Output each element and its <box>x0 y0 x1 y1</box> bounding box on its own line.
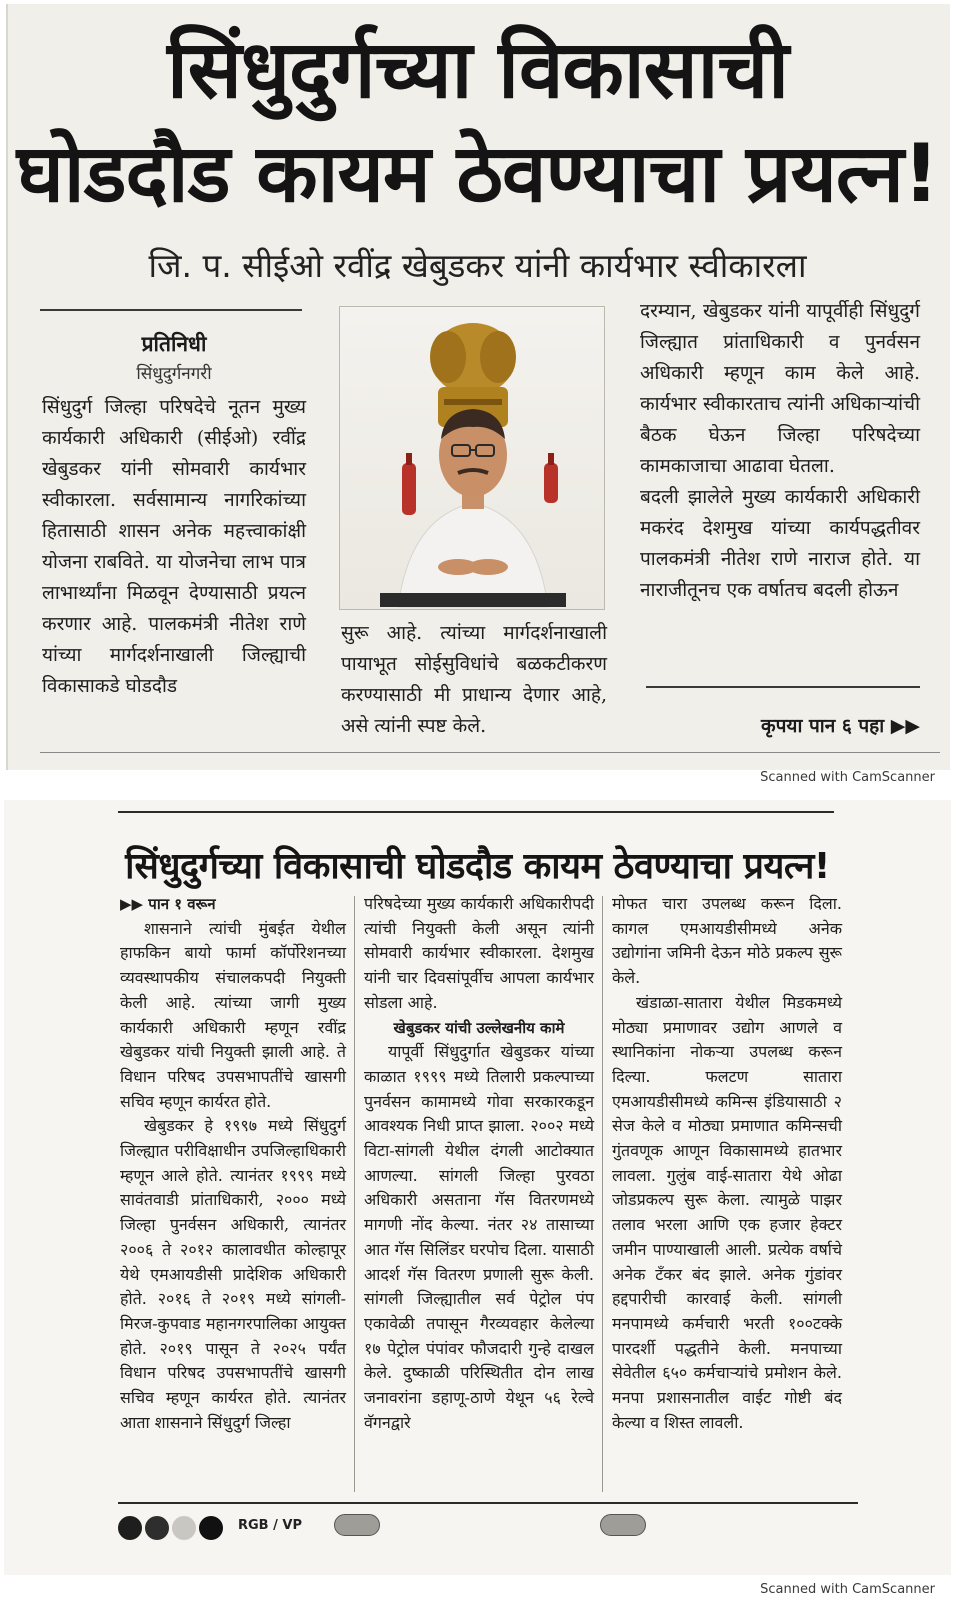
subheadline: जि. प. सीईओ रवींद्र खेबुडकर यांनी कार्यभार स्वीकारला <box>148 246 807 285</box>
continued-column-1-para-1: शासनाने त्यांची मुंबईत येथील हाफकिन बायो फार्मा कॉर्पोरेशनच्या व्यवस्थापकीय संचालकपदी नियुक्ती केली आहे. त्यांच्या जागी मुख्य कार्यकारी अधिकारी म्हणून रवींद्र खेबुडकर यांची नियुक्ती झाली आहे. ते विधान परिषद उपसभापतींचे खासगी सचिव म्हणून कार्यरत होते. <box>120 918 346 1111</box>
footer-rule <box>118 1502 858 1504</box>
grey-dot-icon <box>172 1516 196 1540</box>
clipping-bottom-rule <box>40 752 940 753</box>
black-dot-icon <box>118 1516 142 1540</box>
scanner-watermark-bottom: Scanned with CamScanner <box>760 1582 935 1597</box>
continued-column-2-para-1: परिषदेच्या मुख्य कार्यकारी अधिकारीपदी त्यांची नियुक्ती केली असून त्यांनी सोमवारी कार्यभार स्वीकारला. देशमुख यांनी चार दिवसांपूर्वीच आपला कार्यभार सोडला आहे. <box>364 894 594 1012</box>
byline-rule <box>40 309 302 311</box>
continued-column-3 <box>612 892 842 1435</box>
headline-line-2: घोडदौड कायम ठेवण्याचा प्रयत्न! <box>16 127 939 220</box>
headline-line-1: सिंधुदुर्गच्या विकासाची <box>167 23 788 116</box>
byline-place: सिंधुदुर्गनगरी <box>136 364 212 384</box>
byline-name: प्रतिनिधी <box>141 332 207 356</box>
article-column-3 <box>640 296 920 606</box>
continued-column-3-para-1: मोफत चारा उपलब्ध करून दिला. कागल एमआयडीसीमध्ये अनेक उद्योगांना जमिनी देऊन मोठे प्रकल्प सुरू केले. <box>612 894 842 988</box>
registration-mark-icon <box>600 1514 646 1536</box>
person-figure <box>398 409 548 607</box>
continued-column-1 <box>120 892 346 1435</box>
notable-works-subheading: खेबुडकर यांची उल्लेखनीय कामे <box>393 1018 565 1037</box>
dark-dot-icon <box>145 1516 169 1540</box>
black-dot-icon <box>199 1516 223 1540</box>
continued-column-2-para-2: यापूर्वी सिंधुदुर्गात खेबुडकर यांच्या काळात १९९९ मध्ये तिलारी प्रकल्पाच्या पुनर्वसन कामामध्ये गोवा सरकारकडून आवश्यक निधी प्राप्त झाला. २००२ मध्ये विटा-सांगली येथील दंगली आटोक्यात आणल्या. सांगली जिल्हा पुरवठा अधिकारी असताना गॅस वितरणमध्ये मागणी नोंद केल्या. नंतर २४ तासाच्या आत गॅस सिलिंडर घरपोच दिला. यासाठी आदर्श गॅस वितरण प्रणाली सुरू केली. सांगली जिल्ह्यातील सर्व पेट्रोल पंप एकावेळी तपासून गैरव्यवहार केलेल्या १७ पेट्रोल पंपांवर फौजदारी गुन्हे दाखल केले. दुष्काळी परिस्थितीत दोन लाख जनावरांना डहाणू-ठाणे येथून ५६ रेल्वे वॅगनद्वारे <box>364 1042 594 1432</box>
column-separator-2 <box>602 896 603 1492</box>
continued-column-2 <box>364 892 594 1435</box>
top-border-rule <box>118 811 834 813</box>
article-column-2-text: सुरू आहे. त्यांच्या मार्गदर्शनाखाली पायाभूत सोईसुविधांचे बळकटीकरण करण्यासाठी मी प्राधान्य देणार आहे, असे त्यांनी स्पष्ट केले. <box>341 622 607 737</box>
portrait-image <box>340 307 605 610</box>
article-column-1-text: सिंधुदुर्ग जिल्हा परिषदेचे नूतन मुख्य कार्यकारी अधिकारी (सीईओ) रवींद्र खेबुडकर यांनी सोमवारी कार्यभार स्वीकारला. सर्वसामान्य नागरिकांच्या हितासाठी शासन अनेक महत्त्वाकांक्षी योजना राबविते. या योजनेचा लाभ पात्र लाभार्थ्यांना मिळवून देण्यासाठी प्रयत्न करणार आहे. पालकमंत्री नीतेश राणे यांच्या मार्गदर्शनाखाली जिल्ह्याची विकासाकडे घोडदौड <box>42 396 306 697</box>
article-column-1 <box>42 392 306 702</box>
article-column-2 <box>341 618 607 742</box>
continue-on-page-label: कृपया पान ६ पहा ▶▶ <box>761 715 920 737</box>
color-registration-dots <box>118 1515 223 1541</box>
print-tag: RGB / VP <box>238 1518 302 1533</box>
article-column-3-para-1: दरम्यान, खेबुडकर यांनी यापूर्वीही सिंधुदुर्ग जिल्ह्यात प्रांताधिकारी व पुनर्वसन अधिकारी म्हणून काम केले आहे. कार्यभार स्वीकारताच त्यांनी अधिकाऱ्यांची बैठक घेऊन जिल्हा परिषदेच्या कामकाजाचा आढावा घेतला. <box>640 300 920 477</box>
article-column-3-para-2: बदली झालेले मुख्य कार्यकारी अधिकारी मकरंद देशमुख यांच्या कार्यपद्धतीवर पालकमंत्री नीतेश राणे नाराज होते. या नाराजीतूनच एक वर्षातच बदली होऊन <box>640 486 920 601</box>
continued-from-label: ▶▶ पान १ वरून <box>120 895 216 913</box>
ceo-photo <box>339 306 605 610</box>
continue-rule <box>646 686 920 688</box>
continued-column-1-para-2: खेबुडकर हे १९९७ मध्ये सिंधुदुर्ग जिल्ह्यात परीविक्षाधीन उपजिल्हाधिकारी म्हणून आले होते. त्यानंतर १९९९ मध्ये सावंतवाडी प्रांताधिकारी, २००० मध्ये जिल्हा पुनर्वसन अधिकारी, त्यानंतर २००६ ते २०१२ कालावधीत कोल्हापूर येथे एमआयडीसी प्रादेशिक अधिकारी होते. २०१६ ते २०१९ मध्ये सांगली-मिरज-कुपवाड महानगरपालिका आयुक्त होते. २०१९ पासून ते २०२५ पर्यंत विधान परिषद उपसभापतींचे खासगी सचिव म्हणून कार्यरत होते. त्यानंतर आता शासनाने सिंधुदुर्ग जिल्हा <box>120 1116 346 1432</box>
scanner-watermark-top: Scanned with CamScanner <box>760 770 935 785</box>
continued-column-3-para-2: खंडाळा-सातारा येथील मिडकमध्ये मोठ्या प्रमाणावर उद्योग आणले व स्थानिकांना नोकऱ्या उपलब्ध करून दिल्या. फलटण सातारा एमआयडीसीमध्ये कमिन्स इंडियासाठी २ सेज केले व मोठ्या प्रमाणात कमिन्सची गुंतवणूक आणून विकासामध्ये हातभार लावला. गुलुंब वाई-सातारा येथे ओढा जोडप्रकल्प सुरू केला. त्यामुळे पाझर तलाव भरला आणि एक हजार हेक्टर जमीन पाण्याखाली आली. प्रत्येक वर्षाचे अनेक टँकर बंद झाले. अनेक गुंडांवर हद्दपारीची कारवाई केली. सांगली मनपामध्ये कर्मचारी भरती १००टक्के पारदर्शी पद्धतीने केली. मनपाच्या सेवेतील ६५० कर्मचाऱ्यांचे प्रमोशन केले. मनपा प्रशासनातील वाईट गोष्टी बंद केल्या व शिस्त लावली. <box>612 992 842 1432</box>
registration-mark-icon <box>334 1514 380 1536</box>
column-separator-1 <box>354 896 355 1492</box>
continued-headline: सिंधुदुर्गच्या विकासाची घोडदौड कायम ठेवण्याचा प्रयत्न! <box>125 846 830 887</box>
